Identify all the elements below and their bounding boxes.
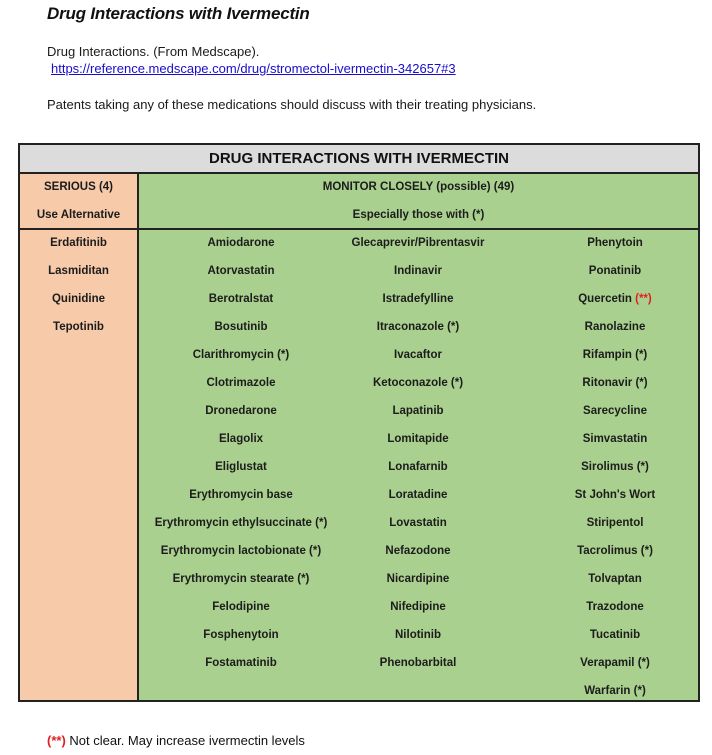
monitor-drug	[308, 349, 528, 361]
drug-name: Itraconazole (*)	[376, 321, 460, 333]
drug-name: Atorvastatin	[207, 265, 275, 277]
monitor-drug	[308, 489, 528, 501]
drug-name: Trazodone	[586, 601, 644, 613]
footnote-text: Not clear. May increase ivermectin levels	[65, 733, 305, 748]
drug-name: Loratadine	[388, 489, 448, 501]
serious-heading: SERIOUS (4)	[43, 181, 113, 193]
drug-name: Tucatinib	[589, 629, 641, 641]
monitor-drug	[505, 573, 712, 585]
monitor-drug	[308, 265, 528, 277]
drug-name: Nefazodone	[385, 545, 451, 557]
monitor-drug	[505, 685, 712, 697]
drug-name: Erythromycin stearate (*)	[172, 573, 310, 585]
monitor-drug	[505, 545, 712, 557]
monitor-header	[139, 174, 698, 230]
drug-name: Fosphenytoin	[203, 629, 279, 641]
drug-name: Istradefylline	[382, 293, 454, 305]
drug-name: Clarithromycin (*)	[192, 349, 290, 361]
drug-name: Lovastatin	[389, 517, 447, 529]
monitor-column	[139, 174, 698, 700]
monitor-heading: MONITOR CLOSELY (possible) (49)	[322, 181, 515, 193]
monitor-drug	[505, 657, 712, 669]
monitor-drug	[505, 405, 712, 417]
drug-name: Eliglustat	[215, 461, 267, 473]
drug-name: Tolvaptan	[588, 573, 642, 585]
monitor-drug	[505, 601, 712, 613]
source-label: Drug Interactions. (From Medscape).	[47, 44, 260, 59]
drug-name: Sarecycline	[583, 405, 647, 417]
monitor-drug	[505, 349, 712, 361]
monitor-drug	[505, 377, 712, 389]
drug-name: Nilotinib	[395, 629, 441, 641]
drug-name: Erythromycin ethylsuccinate (*)	[154, 517, 328, 529]
document-title: Drug Interactions with Ivermectin	[47, 4, 310, 23]
monitor-subheading: Especially those with (*)	[352, 209, 485, 221]
drug-name: Fostamatinib	[205, 657, 277, 669]
drug-name: Felodipine	[212, 601, 270, 613]
monitor-drug	[308, 433, 528, 445]
drug-name: Berotralstat	[208, 293, 274, 305]
monitor-drug	[308, 293, 528, 305]
drug-name: Erythromycin lactobionate (*)	[160, 545, 322, 557]
drug-name: Tacrolimus (*)	[577, 545, 653, 557]
drug-name: Lapatinib	[392, 405, 444, 417]
serious-drug: Tepotinib	[53, 321, 104, 333]
drug-name: Ivacaftor	[394, 349, 442, 361]
unclear-mark: (**)	[635, 293, 652, 305]
drug-name: Ranolazine	[584, 321, 646, 333]
drug-name: Nicardipine	[386, 573, 450, 585]
monitor-drug	[308, 629, 528, 641]
drug-name: Quercetin	[578, 293, 632, 305]
monitor-drug	[308, 461, 528, 473]
serious-column	[20, 174, 139, 700]
monitor-drug	[505, 461, 712, 473]
monitor-drug	[505, 293, 712, 305]
drug-name: Clotrimazole	[206, 377, 276, 389]
drug-name: Lonafarnib	[388, 461, 448, 473]
drug-name: Rifampin (*)	[582, 349, 648, 361]
drug-name: Ponatinib	[588, 265, 642, 277]
monitor-drug	[308, 657, 528, 669]
monitor-drug	[308, 545, 528, 557]
monitor-drug	[505, 629, 712, 641]
drug-name: Indinavir	[394, 265, 442, 277]
monitor-drug	[505, 321, 712, 333]
monitor-drug	[505, 517, 712, 529]
medscape-link[interactable]: https://reference.medscape.com/drug/stromectol-ivermectin-342657#3	[51, 61, 456, 76]
drug-name: Ritonavir (*)	[582, 377, 648, 389]
monitor-drug	[308, 405, 528, 417]
patient-note: Patents taking any of these medications should discuss with their treating physicians.	[47, 97, 537, 112]
drug-name: Stiripentol	[586, 517, 644, 529]
drug-name: Simvastatin	[582, 433, 648, 445]
serious-drug: Quinidine	[51, 293, 106, 305]
serious-header	[20, 174, 137, 230]
monitor-drug	[505, 489, 712, 501]
serious-drug: Lasmiditan	[48, 265, 109, 277]
drug-name: Nifedipine	[390, 601, 446, 613]
drug-name: Warfarin (*)	[584, 685, 646, 697]
drug-name: Phenytoin	[587, 237, 643, 249]
footnote	[47, 733, 305, 748]
drug-name: Phenobarbital	[379, 657, 457, 669]
drug-name: Ketoconazole (*)	[372, 377, 464, 389]
drug-name: Amiodarone	[207, 237, 275, 249]
drug-name: Elagolix	[218, 433, 264, 445]
drug-name: Erythromycin base	[189, 489, 293, 501]
drug-name: Bosutinib	[214, 321, 268, 333]
monitor-drug	[505, 433, 712, 445]
drug-name: Lomitapide	[387, 433, 449, 445]
drug-name: Sirolimus (*)	[581, 461, 649, 473]
drug-name: St John's Wort	[574, 489, 656, 501]
monitor-drug	[505, 237, 712, 249]
monitor-drug	[308, 377, 528, 389]
monitor-drug	[308, 601, 528, 613]
drug-name: Glecaprevir/Pibrentasvir	[351, 237, 485, 249]
drug-name: Verapamil (*)	[580, 657, 650, 669]
serious-subheading: Use Alternative	[36, 209, 121, 221]
drug-name: Dronedarone	[205, 405, 277, 417]
monitor-drug	[308, 321, 528, 333]
interactions-table	[18, 143, 700, 702]
footnote-mark: (**)	[47, 733, 66, 748]
serious-drug: Erdafitinib	[50, 237, 107, 249]
table-title: DRUG INTERACTIONS WITH IVERMECTIN	[20, 145, 698, 174]
monitor-drug	[505, 265, 712, 277]
monitor-drug	[308, 573, 528, 585]
monitor-drug	[308, 517, 528, 529]
monitor-drug	[308, 237, 528, 249]
